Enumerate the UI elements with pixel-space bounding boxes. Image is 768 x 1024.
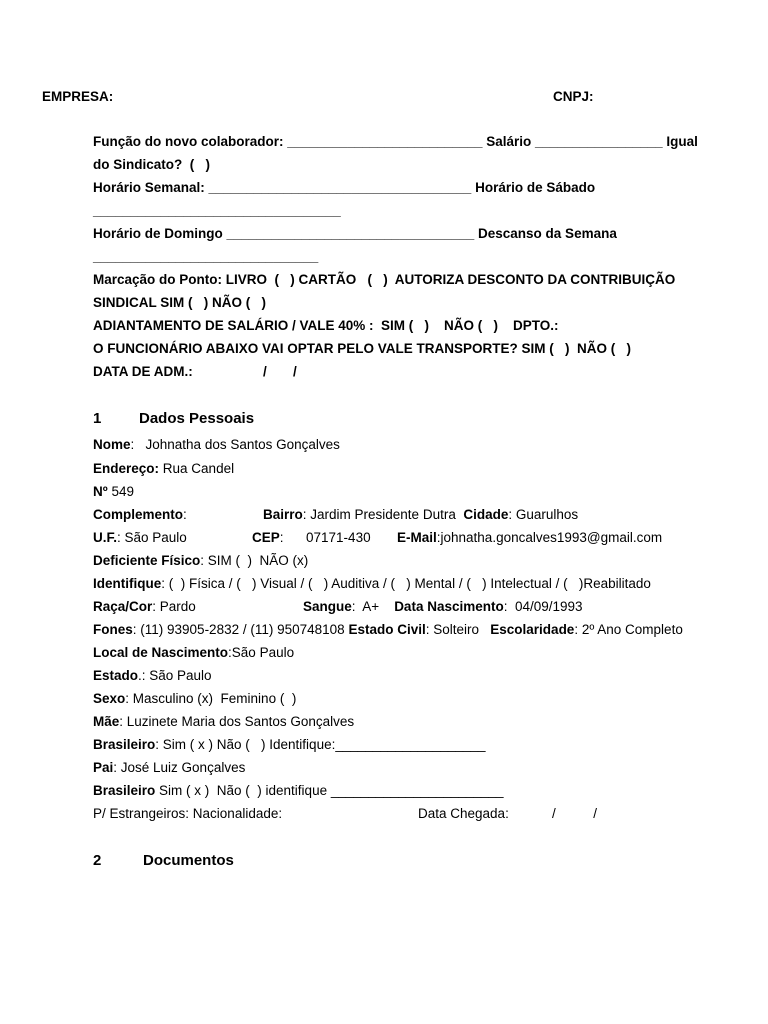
email-value: :johnatha.goncalves1993@gmail.com	[436, 530, 663, 545]
nascimento-label: Data Nascimento	[394, 599, 504, 614]
local-nascimento-label: Local de Nascimento	[93, 645, 229, 660]
sexo-row	[93, 690, 296, 707]
identifique-row	[93, 575, 651, 592]
brasileiro-value: Sim ( x ) Não ( ) identifique _______________________	[155, 783, 504, 798]
cidade-value: : Guarulhos	[508, 507, 579, 522]
data-adm-date: / /	[263, 364, 297, 379]
local-nascimento-row	[93, 644, 294, 661]
cep-group	[252, 529, 371, 546]
complemento-row	[93, 506, 187, 523]
vale-transporte-line: O FUNCIONÁRIO ABAIXO VAI OPTAR PELO VALE TRANSPORTE? SIM ( ) NÃO ( )	[93, 341, 632, 356]
nome-row	[93, 436, 340, 453]
nome-value: : Johnatha dos Santos Gonçalves	[130, 437, 340, 452]
estado-row	[93, 667, 212, 684]
estado-civil-value: : Solteiro	[425, 622, 480, 637]
sangue-nascimento-group	[303, 598, 583, 615]
numero-value: 549	[107, 484, 134, 499]
nascimento-value: : 04/09/1993	[503, 599, 583, 614]
bairro-label: Bairro	[263, 507, 303, 522]
numero-row	[93, 483, 134, 500]
section2-number: 2	[93, 852, 102, 869]
raca-label: Raça/Cor	[93, 599, 153, 614]
sindical-line: SINDICAL SIM ( ) NÃO ( )	[93, 295, 266, 310]
sexo-label: Sexo	[93, 691, 126, 706]
cidade-label: Cidade	[463, 507, 509, 522]
estado-civil-label: Estado Civil	[348, 622, 426, 637]
sangue-label: Sangue	[303, 599, 352, 614]
horario-semanal-line: Horário Semanal: ___________________________________ Horário de Sábado	[93, 180, 596, 195]
complemento-value: :	[183, 507, 187, 522]
bairro-cidade-group	[263, 506, 578, 523]
identifique-value: : ( ) Física / ( ) Visual / ( ) Auditiva / ( ) Mental / ( ) Intelectual / ( )Reabilitado	[161, 576, 651, 591]
raca-value: : Pardo	[152, 599, 196, 614]
section2-title: Documentos	[143, 852, 234, 869]
email-label: E-Mail	[397, 530, 437, 545]
cep-value: : 07171-430	[279, 530, 371, 545]
uf-value: : São Paulo	[117, 530, 187, 545]
data-chegada-date: / /	[552, 806, 598, 821]
complemento-label: Complemento	[93, 507, 184, 522]
funcao-line: Função do novo colaborador: __________________________ Salário _________________ Igual	[93, 134, 698, 149]
sangue-value: : A+	[351, 599, 380, 614]
brasileiro-value: : Sim ( x ) Não ( ) Identifique:____________________	[155, 737, 486, 752]
descanso-blank: ______________________________	[93, 249, 319, 264]
escolaridade-value: : 2º Ano Completo	[574, 622, 683, 637]
brasileiro-label: Brasileiro	[93, 737, 156, 752]
estrangeiros-label: P/ Estrangeiros: Nacionalidade:	[93, 806, 283, 821]
sindicato-line: do Sindicato? ( )	[93, 157, 210, 172]
deficiente-row	[93, 552, 308, 569]
endereco-label: Endereço:	[93, 461, 160, 476]
numero-label: Nº	[93, 484, 108, 499]
escolaridade-label: Escolaridade	[490, 622, 575, 637]
horario-sabado-blank: _________________________________	[93, 203, 341, 218]
marcacao-ponto-line: Marcação do Ponto: LIVRO ( ) CARTÃO ( ) AUTORIZA DESCONTO DA CONTRIBUIÇÃO	[93, 272, 676, 287]
brasileiro-pai-row	[93, 782, 504, 799]
local-nascimento-value: :São Paulo	[228, 645, 295, 660]
brasileiro-mae-row	[93, 736, 486, 753]
cep-label: CEP	[252, 530, 280, 545]
data-chegada-label: Data Chegada:	[418, 806, 509, 821]
email-group	[397, 529, 662, 546]
horario-domingo-line: Horário de Domingo _________________________________ Descanso da Semana	[93, 226, 617, 241]
nome-label: Nome	[93, 437, 131, 452]
endereco-value: Rua Candel	[159, 461, 235, 476]
pai-value: : José Luiz Gonçalves	[113, 760, 246, 775]
section1-number: 1	[93, 410, 102, 427]
fones-value: : (11) 93905-2832 / (11) 950748108	[132, 622, 345, 637]
uf-row	[93, 529, 187, 546]
empresa-label: EMPRESA:	[42, 89, 114, 104]
identifique-label: Identifique	[93, 576, 162, 591]
section1-title: Dados Pessoais	[139, 410, 255, 427]
endereco-row	[93, 460, 234, 477]
adiantamento-line: ADIANTAMENTO DE SALÁRIO / VALE 40% : SIM ( ) NÃO ( ) DPTO.:	[93, 318, 559, 333]
raca-row	[93, 598, 196, 615]
sexo-value: : Masculino (x) Feminino ( )	[125, 691, 297, 706]
brasileiro-label: Brasileiro	[93, 783, 156, 798]
deficiente-label: Deficiente Físico	[93, 553, 201, 568]
mae-row	[93, 713, 354, 730]
pai-label: Pai	[93, 760, 114, 775]
fones-label: Fones	[93, 622, 133, 637]
estado-label: Estado	[93, 668, 139, 683]
bairro-value: : Jardim Presidente Dutra	[302, 507, 456, 522]
uf-label: U.F.	[93, 530, 118, 545]
deficiente-value: : SIM ( ) NÃO (x)	[200, 553, 309, 568]
cnpj-label: CNPJ:	[553, 89, 594, 104]
mae-label: Mãe	[93, 714, 120, 729]
data-adm-label: DATA DE ADM.:	[93, 364, 193, 379]
estado-value: .: São Paulo	[138, 668, 212, 683]
fones-row	[93, 621, 683, 638]
mae-value: : Luzinete Maria dos Santos Gonçalves	[119, 714, 355, 729]
pai-row	[93, 759, 245, 776]
